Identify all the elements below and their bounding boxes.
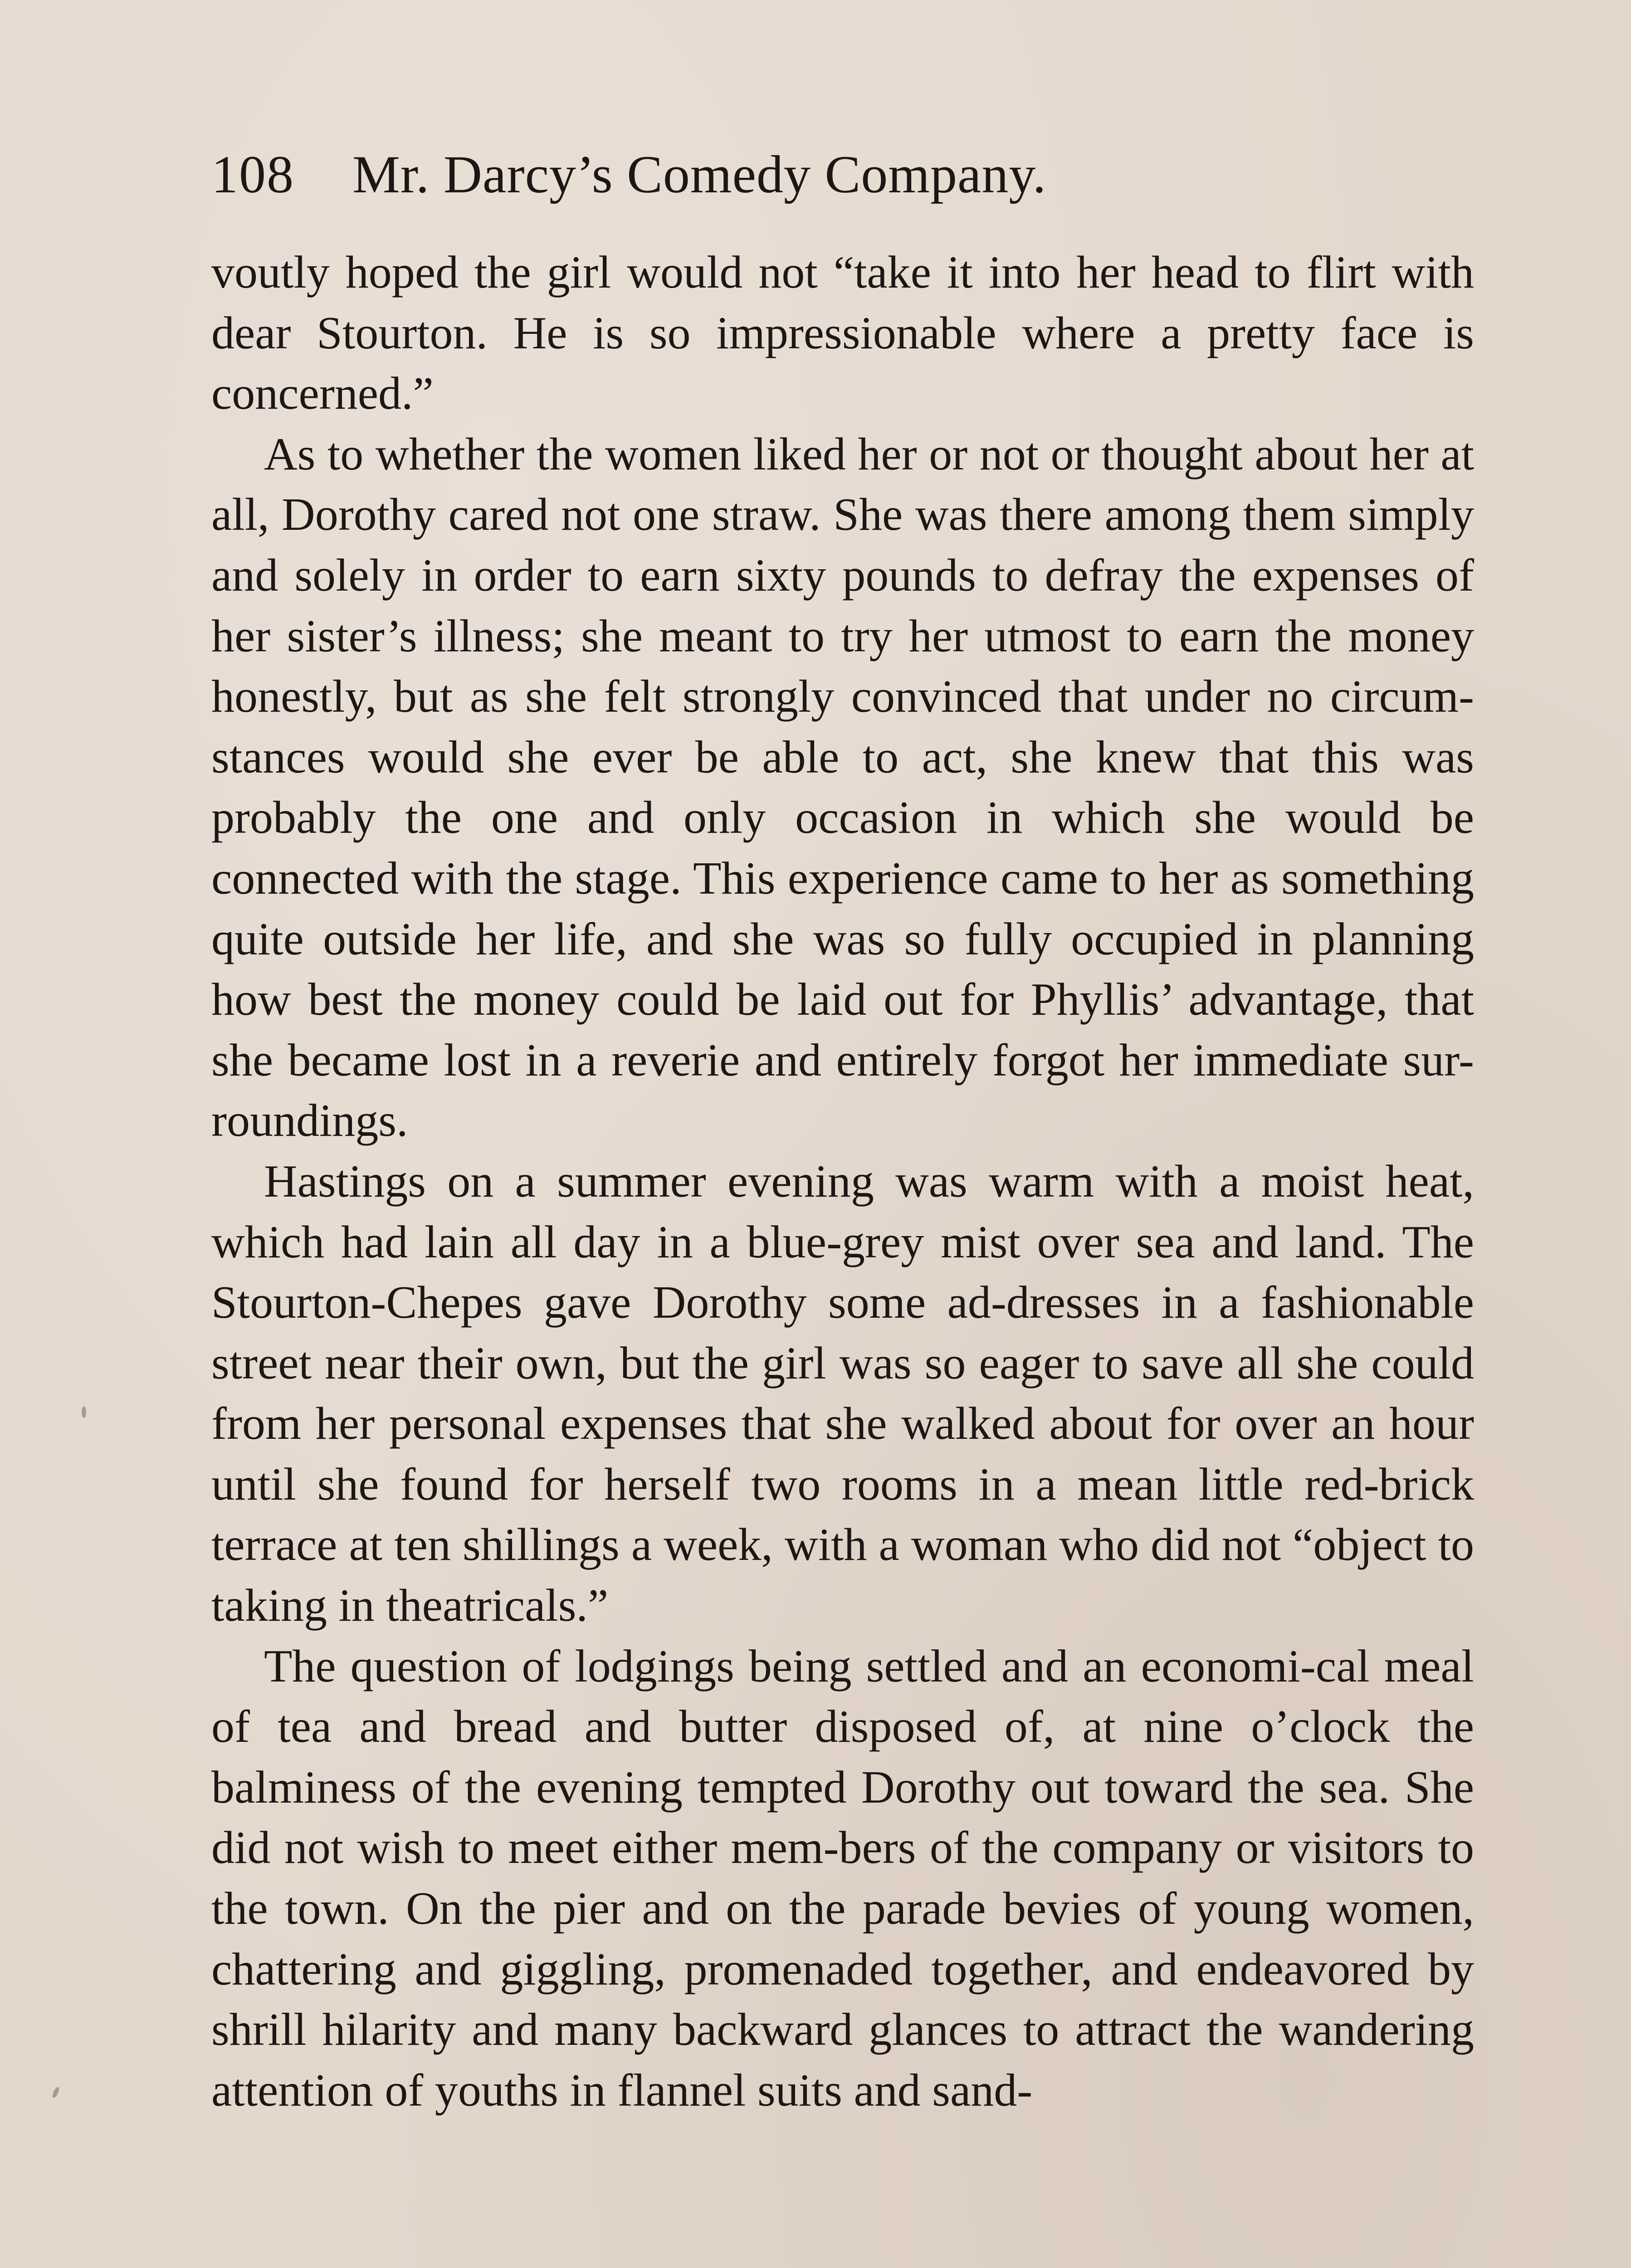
running-title: Mr. Darcy’s Comedy Company. bbox=[352, 145, 1047, 204]
paragraph: voutly hoped the girl would not “take it into her head to flirt with dear Stourton. He is so impressionable where a pretty face is concerned.” bbox=[211, 247, 1474, 420]
paragraph: As to whether the women liked her or not or thought about her at all, Dorothy cared not one straw. She was there among them simply and solely in order to earn sixty pounds to defray the expenses of her sister’s illness; she meant to try her utmost to earn the money honestly, but as she felt strongly convinced that under no circum-stances would she ever be able to act, she knew that this was probably the one and only occasion in which she would be connected with the stage. This experience came to her as something quite outside her life, and she was so fully occupied in planning how best the money could be laid out for Phyllis’ advantage, that she became lost in a reverie and entirely forgot her immediate sur-roundings. bbox=[211, 428, 1474, 1147]
page-header bbox=[211, 136, 1481, 213]
page-number: 108 bbox=[211, 145, 294, 204]
paper-blemish bbox=[51, 2086, 60, 2099]
paragraph: Hastings on a summer evening was warm with a moist heat, which had lain all day in a blue-grey mist over sea and land. The Stourton-Chepes gave Dorothy some ad-dresses in a fashionable street near their own, but the girl was so eager to save all she could from her personal expenses that she walked about for over an hour until she found for herself two rooms in a mean little red-brick terrace at ten shillings a week, with a woman who did not “object to taking in theatricals.” bbox=[211, 1155, 1474, 1632]
paper-blemish bbox=[82, 1406, 86, 1418]
paragraph: The question of lodgings being settled and an economi-cal meal of tea and bread and butter disposed of, at nine o’clock the balminess of the evening tempted Dorothy out toward the sea. She did not wish to meet either mem-bers of the company or visitors to the town. On the pier and on the parade bevies of young women, chattering and giggling, promenaded together, and endeavored by shrill hilarity and many backward glances to attract the wandering attention of youths in flannel suits and sand- bbox=[211, 1640, 1474, 2116]
body-text bbox=[211, 242, 1474, 2121]
